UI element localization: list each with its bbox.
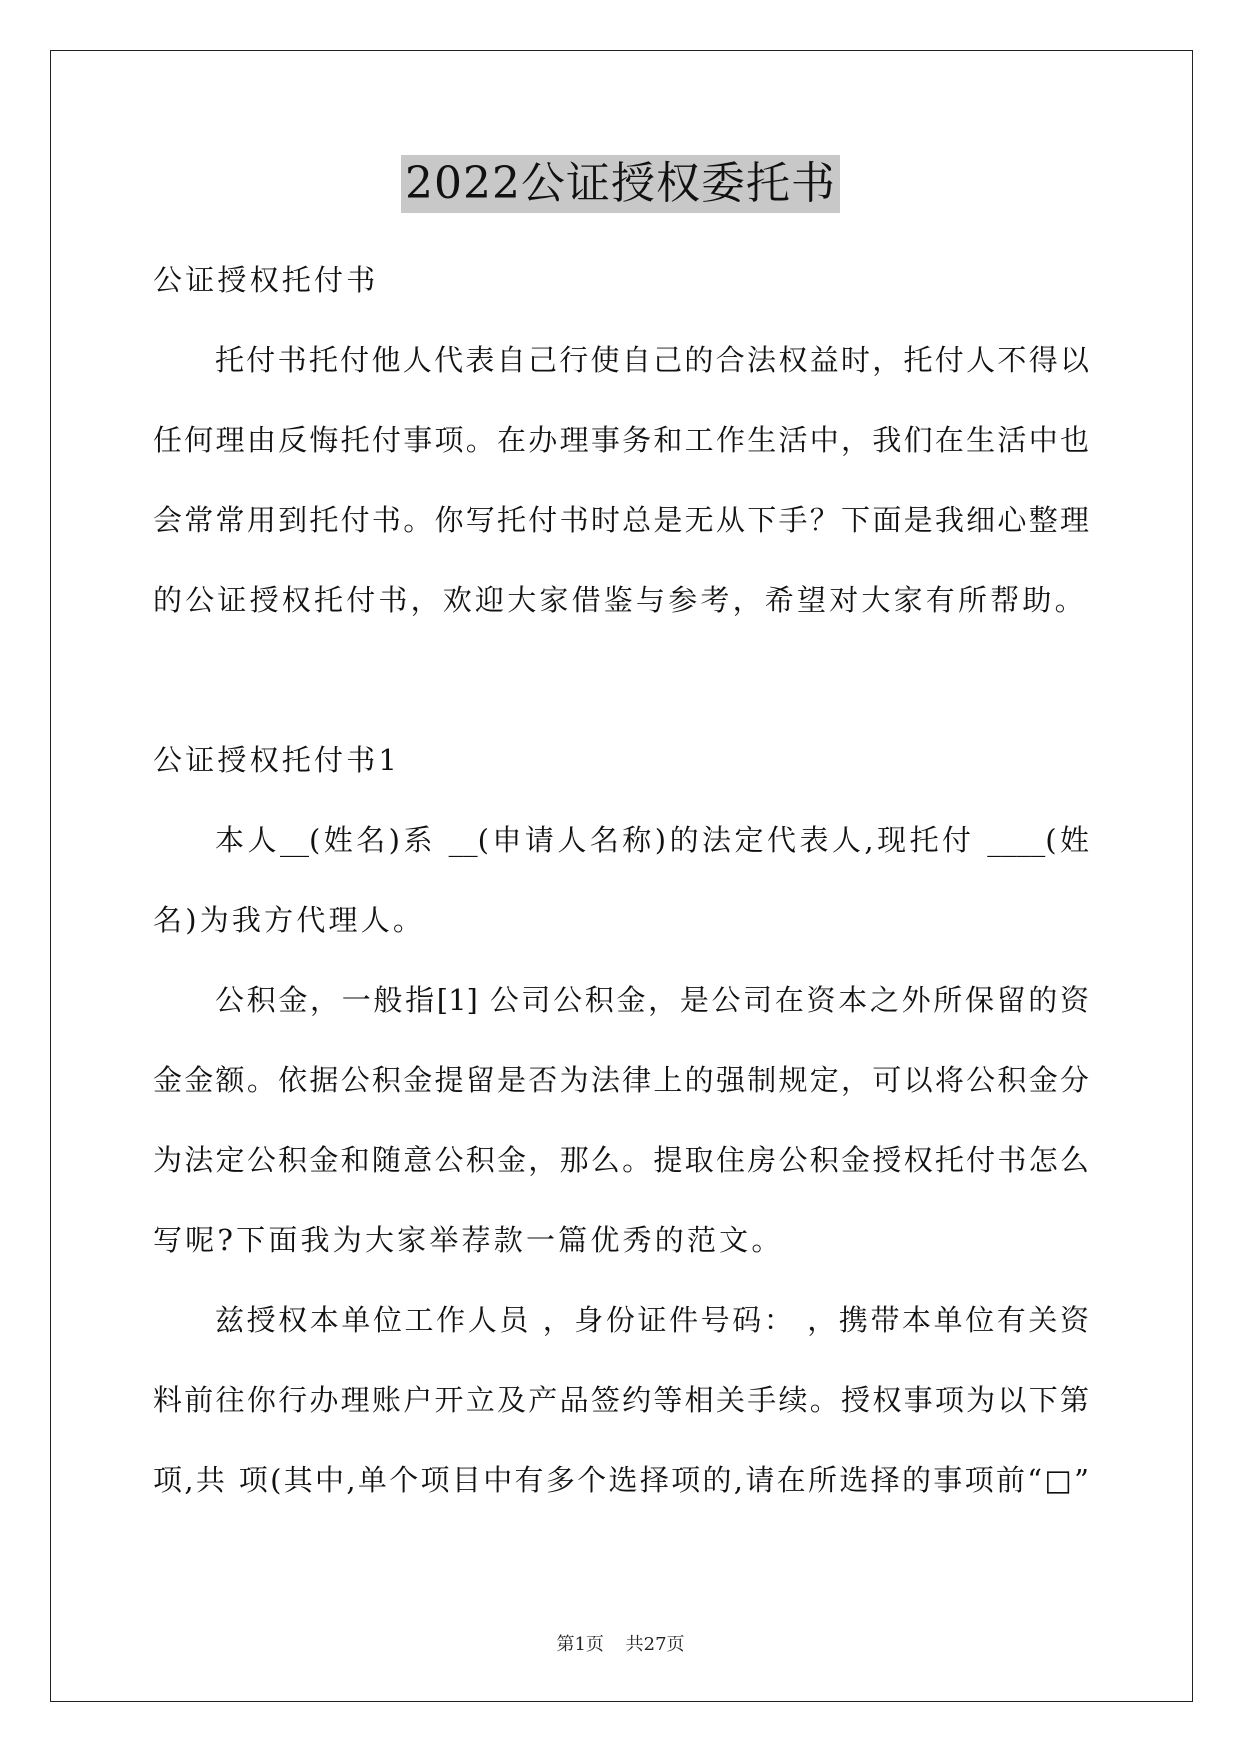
paragraph-line: 为法定公积金和随意公积金，那么。提取住房公积金授权托付书怎么: [153, 1143, 1089, 1177]
paragraph-line: 公积金，一般指[1] 公司公积金，是公司在资本之外所保留的资: [215, 983, 1089, 1017]
page-number: 第1页: [556, 1634, 604, 1655]
section-heading: 公证授权托付书: [153, 263, 379, 297]
paragraph-line: 写呢?下面我为大家举荐款一篇优秀的范文。: [153, 1223, 784, 1257]
blank-line: [153, 640, 1089, 720]
paragraph-line: 本人__(姓名)系 __(申请人名称)的法定代表人,现托付 ____(姓: [215, 823, 1089, 857]
paragraph-line: 的公证授权托付书，欢迎大家借鉴与参考，希望对大家有所帮助。: [153, 583, 1087, 617]
paragraph-line: 会常常用到托付书。你写托付书时总是无从下手？下面是我细心整理: [153, 503, 1089, 537]
document-title: 2022公证授权委托书: [401, 155, 840, 213]
paragraph-line: 项,共 项(其中,单个项目中有多个选择项的,请在所选择的事项前“□”: [153, 1463, 1089, 1497]
page-footer: [0, 1630, 1241, 1656]
paragraph-line: 料前往你行办理账户开立及产品签约等相关手续。授权事项为以下第: [153, 1383, 1089, 1417]
paragraph-line: 金金额。依据公积金提留是否为法律上的强制规定，可以将公积金分: [153, 1063, 1089, 1097]
document-body: [153, 240, 1089, 1520]
page-total: 共27页: [625, 1634, 685, 1655]
paragraph-line: 托付书托付他人代表自己行使自己的合法权益时，托付人不得以: [215, 343, 1089, 377]
section-heading: 公证授权托付书1: [153, 743, 401, 777]
paragraph-line: 名)为我方代理人。: [153, 903, 426, 937]
paragraph-line: 任何理由反悔托付事项。在办理事务和工作生活中，我们在生活中也: [153, 423, 1089, 457]
title-container: [0, 155, 1241, 213]
paragraph-line: 兹授权本单位工作人员 ，身份证件号码： ，携带本单位有关资: [215, 1303, 1089, 1337]
